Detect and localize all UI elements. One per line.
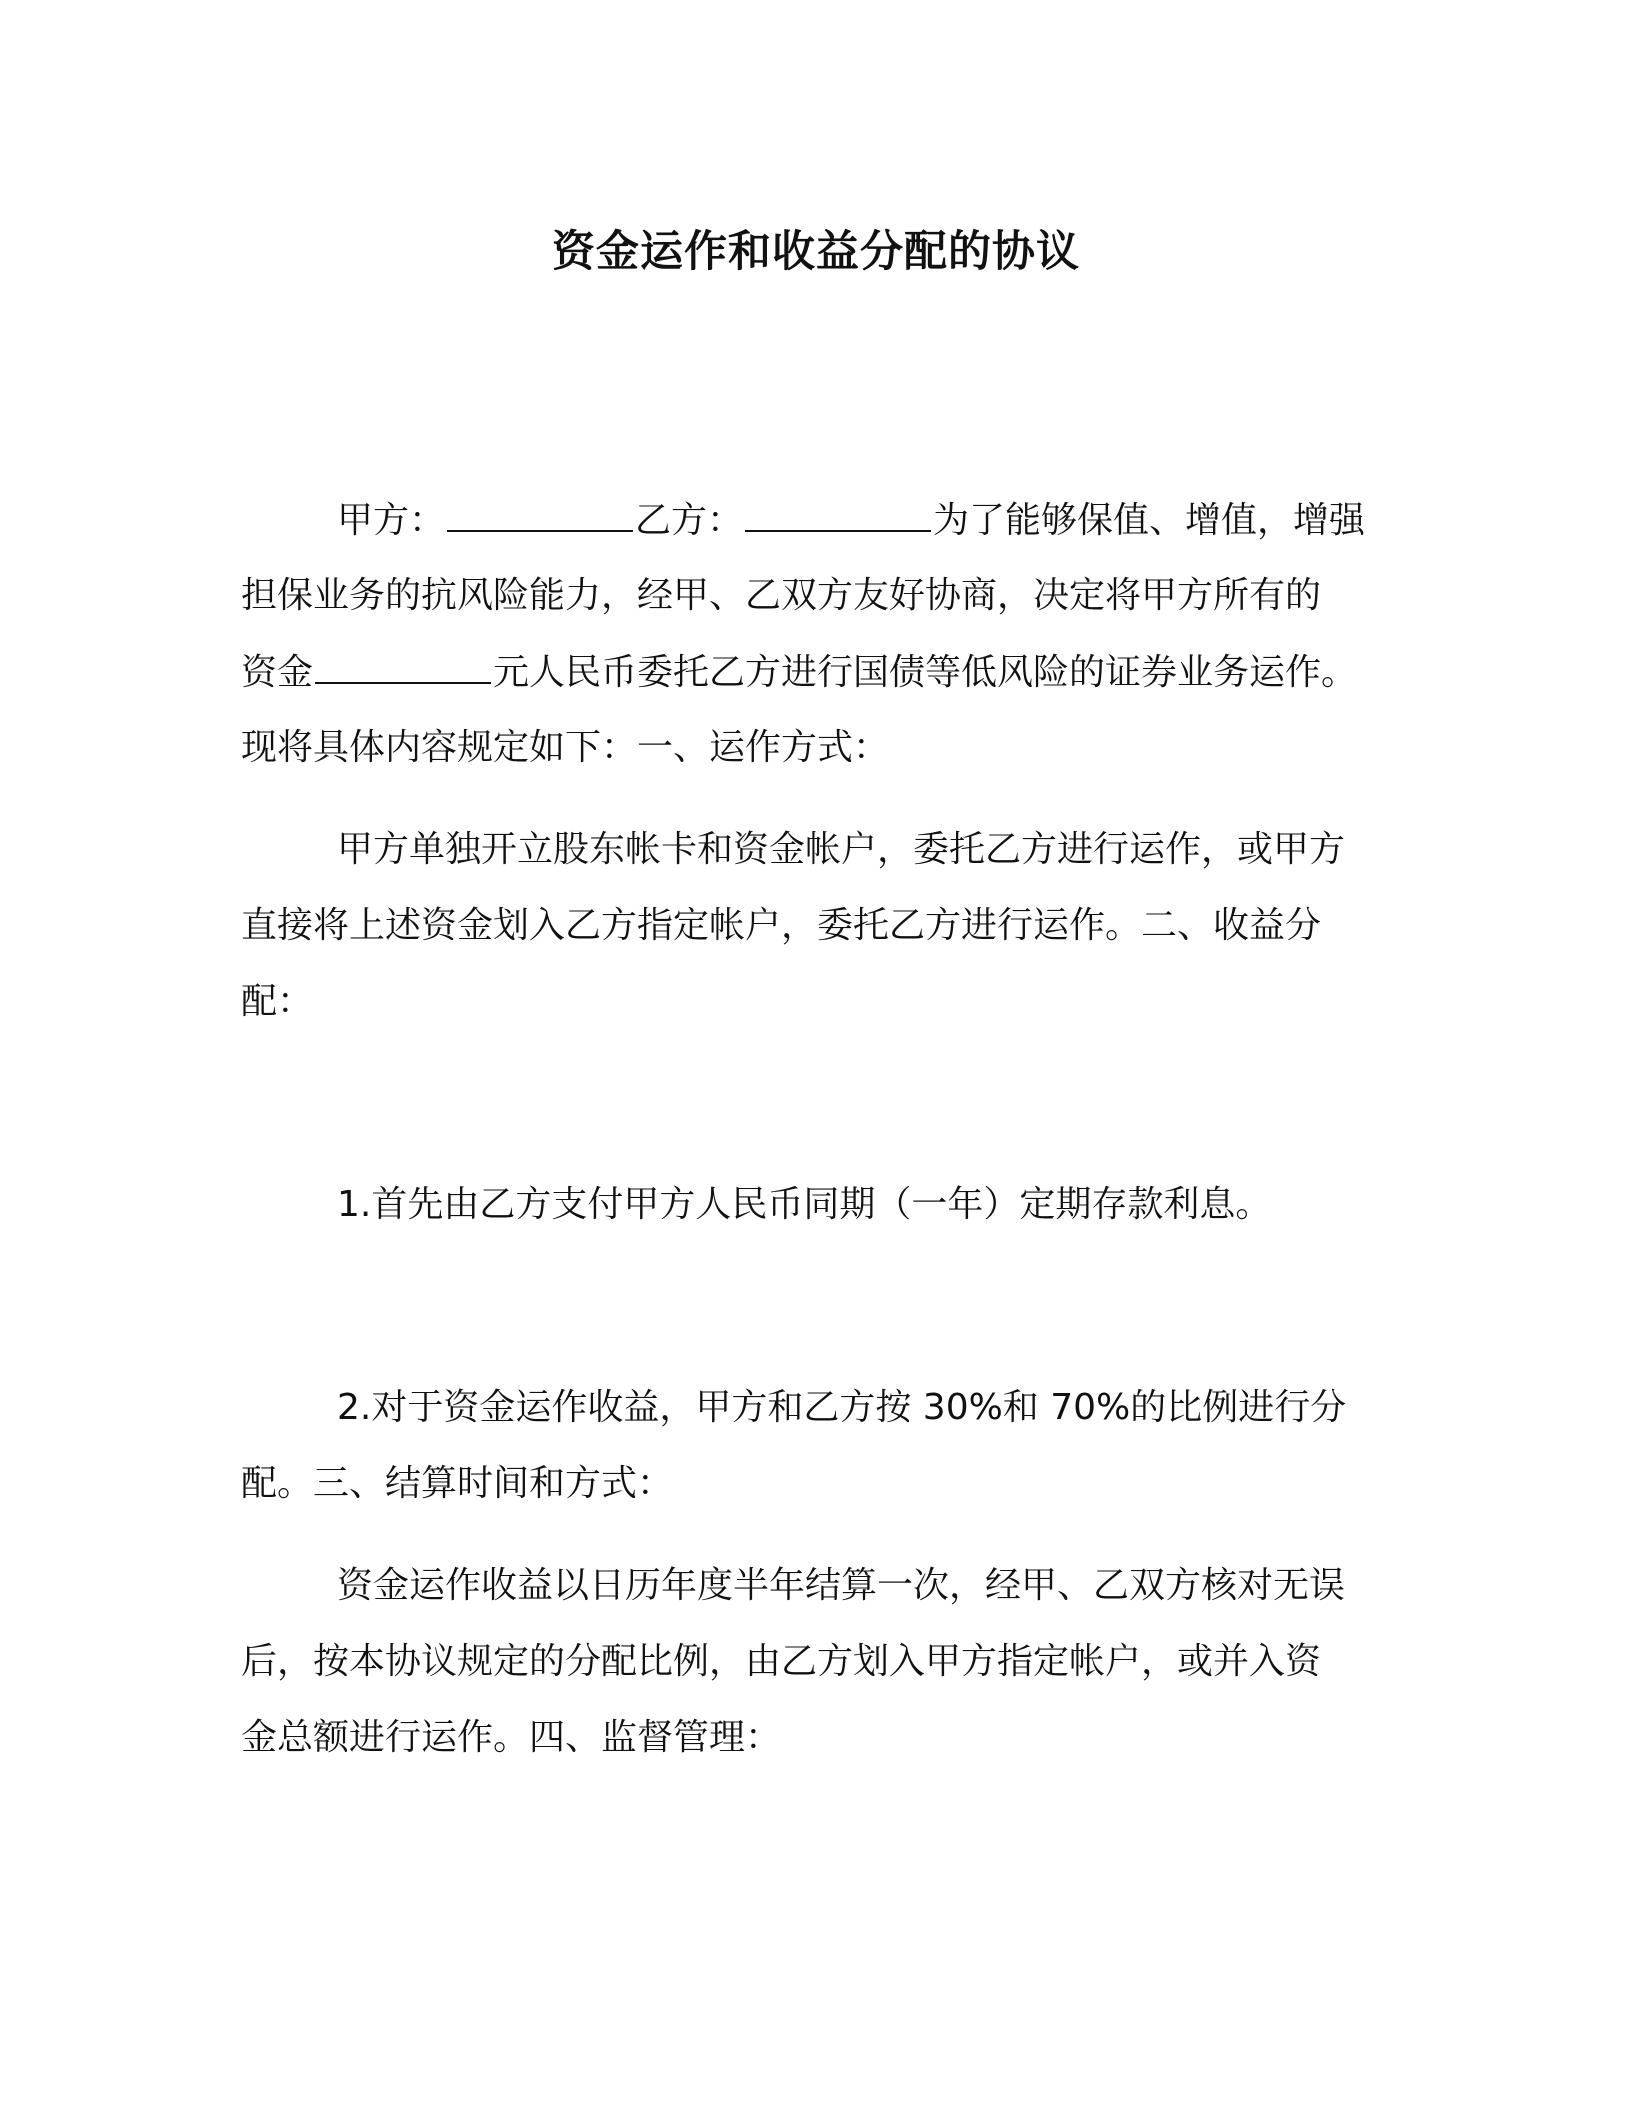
paragraph-3-line-1: 1.首先由乙方支付甲方人民币同期（一年）定期存款利息。 — [337, 1184, 1272, 1225]
paragraph-5-line-2: 后，按本协议规定的分配比例，由乙方划入甲方指定帐户，或并入资 — [241, 1641, 1322, 1682]
paragraph-2-line-3: 配： — [241, 981, 314, 1022]
capital-amount-blank — [315, 648, 491, 684]
paragraph-5-line-1: 资金运作收益以日历年度半年结算一次，经甲、乙双方核对无误 — [337, 1565, 1346, 1606]
paragraph-1-line-3-tail: 元人民币委托乙方进行国债等低风险的证券业务运作。 — [493, 652, 1358, 693]
paragraph-1-line-4: 现将具体内容规定如下：一、运作方式： — [241, 727, 890, 768]
paragraph-4-line-1: 2.对于资金运作收益，甲方和乙方按 30%和 70%的比例进行分 — [337, 1387, 1347, 1428]
party-a-blank — [447, 496, 633, 532]
paragraph-1-line-1 — [337, 496, 1365, 545]
paragraph-2-line-2: 直接将上述资金划入乙方指定帐户，委托乙方进行运作。二、收益分 — [241, 905, 1322, 946]
paragraph-1-line-2: 担保业务的抗风险能力，经甲、乙双方友好协商，决定将甲方所有的 — [241, 575, 1322, 616]
paragraph-2-line-1: 甲方单独开立股东帐卡和资金帐户，委托乙方进行运作，或甲方 — [337, 829, 1346, 870]
paragraph-1-line-1-tail: 为了能够保值、增值，增强 — [933, 500, 1366, 541]
party-b-label: 乙方： — [635, 500, 744, 541]
capital-label: 资金 — [241, 652, 314, 693]
party-a-label: 甲方： — [337, 500, 446, 541]
paragraph-1-line-3 — [241, 648, 1357, 697]
paragraph-5-line-3: 金总额进行运作。四、监督管理： — [241, 1717, 782, 1758]
document-title: 资金运作和收益分配的协议 — [552, 227, 1080, 277]
paragraph-4-line-2: 配。三、结算时间和方式： — [241, 1463, 674, 1504]
party-b-blank — [745, 496, 931, 532]
